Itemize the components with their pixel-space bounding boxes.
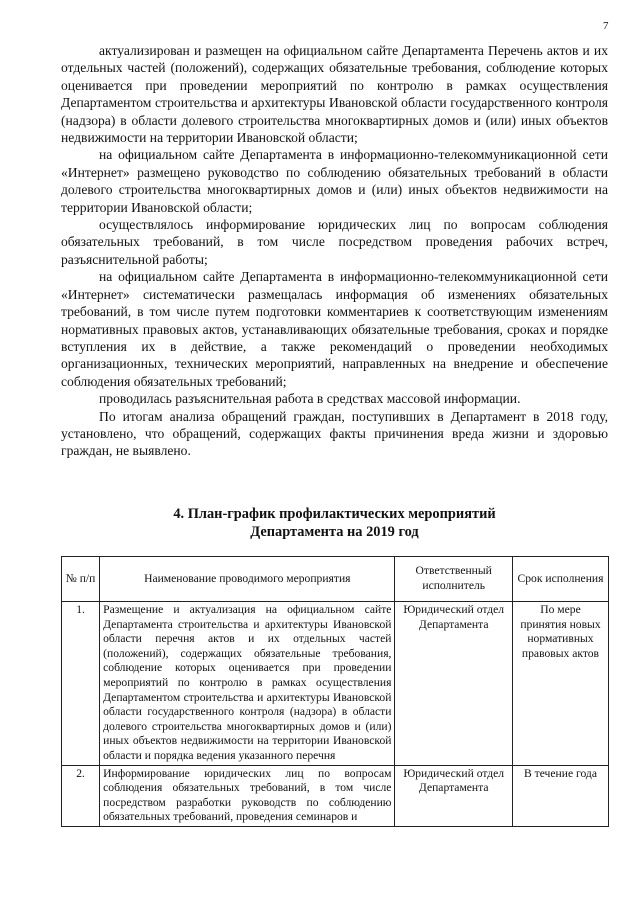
body-text <box>61 42 608 460</box>
table-row <box>62 765 609 826</box>
table-header-row <box>62 557 609 602</box>
section-title-line2: Департамента на 2019 год <box>250 523 419 540</box>
paragraph: на официальном сайте Департамента в информационно-телекоммуникационной сети «Интернет» размещено руководство по соблюдению обязательных требований в области долевого строительства многоквартирных домов и (или) иных объектов недвижимости на территории Ивановской области; <box>61 147 608 215</box>
paragraph: проводилась разъяснительная работа в средствах массовой информации. <box>99 391 521 407</box>
row-term: В течение года <box>512 765 608 826</box>
paragraph: актуализирован и размещен на официальном сайте Департамента Перечень актов и их отдельных частей (положений), содержащих обязательные требования, соблюдение которых оценивается при проведении мероприятий по контролю в рамках осуществления Департаментом строительства и архитектуры Ивановской области государственного контроля (надзора) в области долевого строительства многоквартирных домов и (или) иных объектов недвижимости на территории Ивановской области; <box>61 43 608 146</box>
section-heading <box>61 506 608 541</box>
header-executor: Ответственный исполнитель <box>395 557 513 602</box>
paragraph: По итогам анализа обращений граждан, поступивших в Департамент в 2018 году, установлено, что обращений, содержащих факты причинения вреда жизни и здоровью граждан, не выявлено. <box>61 408 608 459</box>
row-name: Размещение и актуализация на официальном сайте Департамента строительства и архитектуры Ивановской области перечня актов и их отдельных частей (положений), содержащих обязательные требования, соблюдение которых оценивается при проведении мероприятий по контролю в рамках осуществления Департаментом строительства и архитектуры Ивановской области государственного контроля (надзора) в области долевого строительства многоквартирных домов и (или) иных объектов недвижимости на территории Ивановской области и порядка ведения указанного перечня <box>100 602 395 766</box>
table-row <box>62 602 609 766</box>
page-number: 7 <box>603 20 609 32</box>
row-executor: Юридический отдел Департамента <box>395 765 513 826</box>
row-num: 1. <box>62 602 100 766</box>
header-term: Срок исполнения <box>512 557 608 602</box>
row-name: Информирование юридических лиц по вопросам соблюдения обязательных требований, в том числе посредством разработки руководств по соблюдению обязательных требований, проведения семинаров и <box>100 765 395 826</box>
row-term: По мере принятия новых нормативных правовых актов <box>512 602 608 766</box>
row-num: 2. <box>62 765 100 826</box>
paragraph: осуществлялось информирование юридических лиц по вопросам соблюдения обязательных требований, в том числе посредством проведения рабочих встреч, разъяснительной работы; <box>61 217 608 267</box>
section-title-line1: 4. План-график профилактических мероприятий <box>173 506 496 522</box>
plan-schedule-table <box>61 556 609 827</box>
header-name: Наименование проводимого мероприятия <box>100 557 395 602</box>
paragraph: на официальном сайте Департамента в информационно-телекоммуникационной сети «Интернет» систематически размещалась информация об изменениях обязательных требований, в том числе путем подготовки комментариев к соответствующим изменениям нормативных правовых актов, устанавливающих обязательные требования, сроках и порядке вступления их в действие, а также рекомендаций о проведении необходимых организационных, технических мероприятий, направленных на внедрение и обеспечение соблюдения обязательных требований; <box>61 269 608 389</box>
header-num: № п/п <box>62 557 100 602</box>
row-executor: Юридический отдел Департамента <box>395 602 513 766</box>
